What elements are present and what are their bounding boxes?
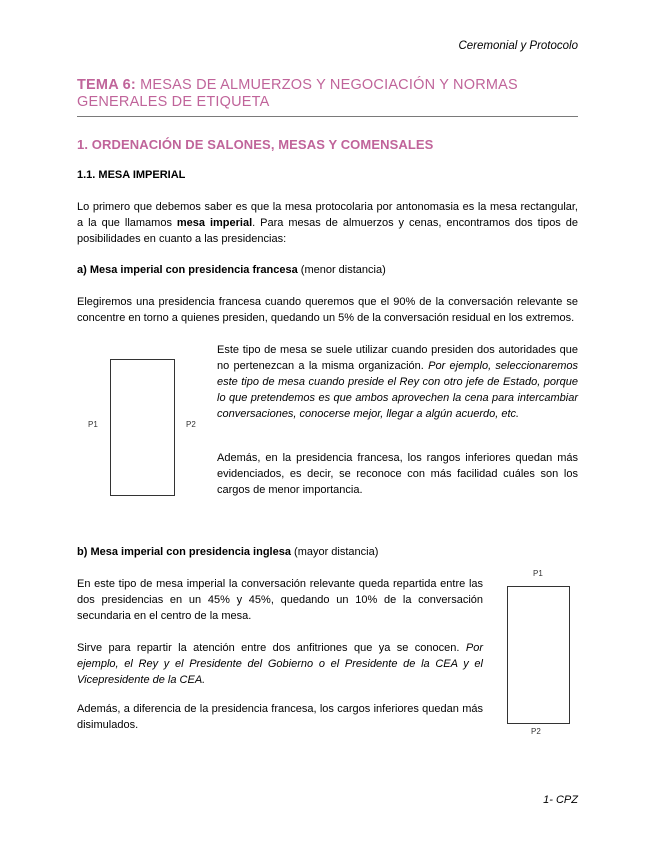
inglesa-p2-italic: Por ejemplo, el Rey y el Presidente del Gobierno o el Presidente de la CEA y el Vicepresidente de la CEA. [77, 642, 483, 686]
intro-text-2: . Para mesas de almuerzos y cenas, encontramos dos tipos de posibilidades en cuanto a las presidencias: [77, 217, 578, 245]
title-divider [77, 116, 578, 117]
francesa-heading-bold: a) Mesa imperial con presidencia francesa [77, 264, 298, 276]
inglesa-heading-bold: b) Mesa imperial con presidencia inglesa [77, 546, 291, 558]
intro-text-1: Lo primero que debemos saber es que la mesa protocolaria por antonomasia es la mesa rectangular, a la que llamamos [77, 201, 578, 229]
francesa-paragraph-3: Además, en la presidencia francesa, los rangos inferiores quedan más evidenciados, es decir, se reconoce con más facilidad cuáles son los cargos de menor importancia. [217, 452, 578, 496]
inglesa-p1-label: P1 [533, 569, 543, 578]
francesa-paragraph-1: Elegiremos una presidencia francesa cuando queremos que el 90% de la conversación relevante se concentre en torno a quienes presiden, quedando un 5% de la conversación residual en los extremos. [77, 296, 578, 324]
inglesa-p2-plain: Sirve para repartir la atención entre dos anfitriones que ya se conocen. [77, 642, 466, 654]
page-number: 1- CPZ [543, 794, 578, 806]
page-title [77, 77, 577, 111]
subsection-heading: 1.1. MESA IMPERIAL [77, 169, 186, 181]
running-header: Ceremonial y Protocolo [458, 40, 578, 52]
inglesa-table-diagram [507, 586, 570, 724]
francesa-p2-plain: Este tipo de mesa se suele utilizar cuando presiden dos autoridades que no pertenezcan a la misma organización. [217, 344, 578, 372]
francesa-p1-label: P1 [88, 420, 98, 429]
francesa-p2-italic: Por ejemplo, seleccionaremos este tipo de mesa cuando preside el Rey con otro jefe de Estado, porque lo que pretendemos es que ambos aprovechen la cena para intercambiar conversaciones, conocerse mejor, llegar a algún acuerdo, etc. [217, 360, 578, 420]
intro-paragraph [77, 199, 578, 247]
francesa-table-diagram [110, 359, 175, 496]
title-text: MESAS DE ALMUERZOS Y NEGOCIACIÓN Y NORMAS GENERALES DE ETIQUETA [77, 77, 518, 110]
inglesa-heading-note: (mayor distancia) [294, 546, 379, 558]
intro-bold: mesa imperial [176, 217, 253, 229]
francesa-p2-label: P2 [186, 420, 196, 429]
inglesa-heading [77, 546, 378, 558]
title-label: TEMA 6: [77, 77, 136, 93]
francesa-heading [77, 264, 386, 276]
inglesa-paragraph-3: Además, a diferencia de la presidencia francesa, los cargos inferiores quedan más disimulados. [77, 703, 483, 731]
francesa-paragraph-2 [217, 342, 578, 422]
inglesa-paragraph-1: En este tipo de mesa imperial la conversación relevante queda repartida entre las dos presidencias en un 45% y 45%, quedando un 10% de la conversación secundaria en el centro de la mesa. [77, 578, 483, 622]
inglesa-paragraph-2 [77, 640, 483, 688]
francesa-heading-note: (menor distancia) [300, 264, 386, 276]
inglesa-p2-label: P2 [531, 727, 541, 736]
section-heading: 1. ORDENACIÓN DE SALONES, MESAS Y COMENSALES [77, 137, 434, 152]
